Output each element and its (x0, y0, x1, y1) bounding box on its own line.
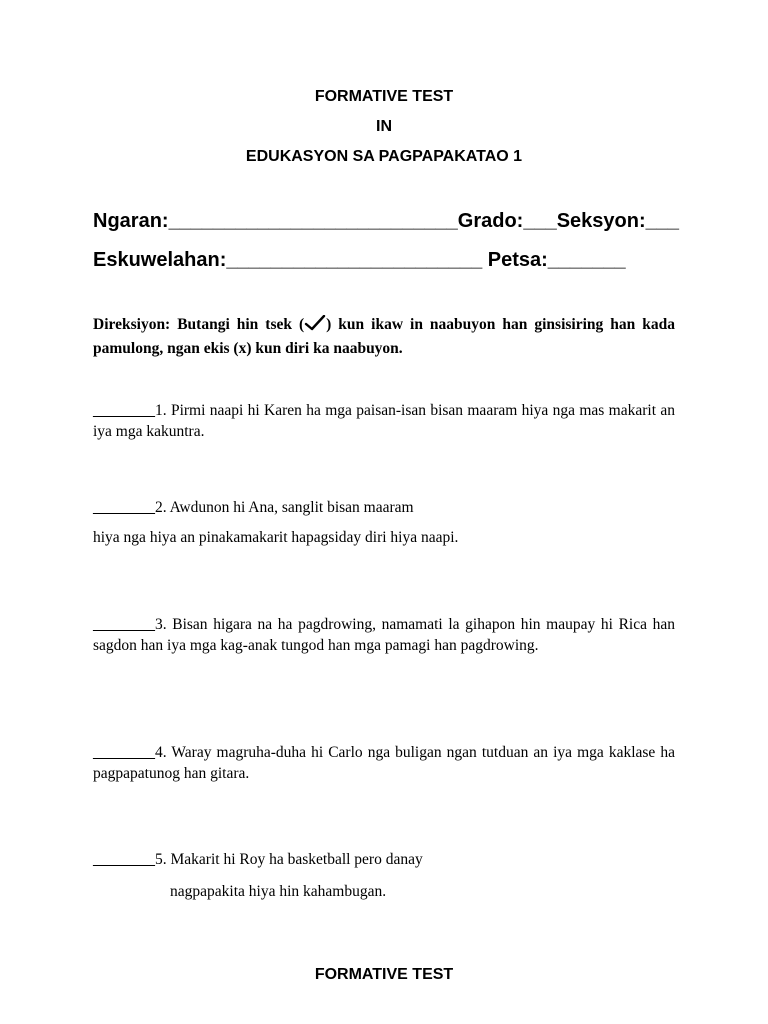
answer-blank: ________ (93, 402, 155, 419)
list-item (93, 849, 675, 870)
item-text: 3. Bisan higara na ha pagdrowing, namamati la gihapon hin maupay hi Rica han sagdon han iya mga kag-anak tungod han mga pamagi han pagdrowing. (93, 616, 675, 654)
footer-title: FORMATIVE TEST (314, 966, 454, 983)
name-grade-section-row (93, 210, 683, 233)
directions-suffix: ) kun ikaw in naabuyon han ginsisiring han kada pamulong, ngan ekis (x) kun diri ka naabuyon. (93, 316, 676, 357)
answer-blank: ________ (93, 744, 155, 761)
page-title: FORMATIVE TEST (314, 88, 454, 105)
item-text-continuation: nagpapakita hiya hin kahambugan. (170, 883, 387, 900)
answer-blank: ________ (93, 499, 155, 516)
item-text: 5. Makarit hi Roy ha basketball pero danay (155, 851, 423, 868)
list-item (93, 497, 675, 518)
answer-blank: ________ (93, 851, 155, 868)
directions-prefix: Direksiyon: Butangi hin tsek ( (93, 316, 305, 333)
school-date-text: Eskuwelahan:_______________________ Petsa:_______ (93, 249, 626, 271)
list-item (93, 400, 675, 442)
item-text-continuation: hiya nga hiya an pinakamakarit hapagsiday diri hiya naapi. (93, 529, 459, 546)
list-item (93, 614, 675, 656)
school-date-row (93, 249, 683, 272)
answer-blank: ________ (93, 616, 155, 633)
name-grade-section-text: Ngaran:__________________________Grado:___Seksyon:___ (93, 210, 679, 232)
item-text: 1. Pirmi naapi hi Karen ha mga paisan-isan bisan maaram hiya nga mas makarit an iya mga kakuntra. (93, 402, 675, 440)
title-in: IN (376, 118, 392, 135)
item-text: 2. Awdunon hi Ana, sanglit bisan maaram (155, 499, 414, 516)
list-item (93, 742, 675, 784)
item-text: 4. Waray magruha-duha hi Carlo nga buligan ngan tutduan an iya mga kaklase ha pagpapatunog han gitara. (93, 744, 675, 782)
subject-title: EDUKASYON SA PAGPAPAKATAO 1 (245, 148, 523, 165)
check-mark-icon (304, 315, 326, 331)
directions (93, 313, 675, 361)
